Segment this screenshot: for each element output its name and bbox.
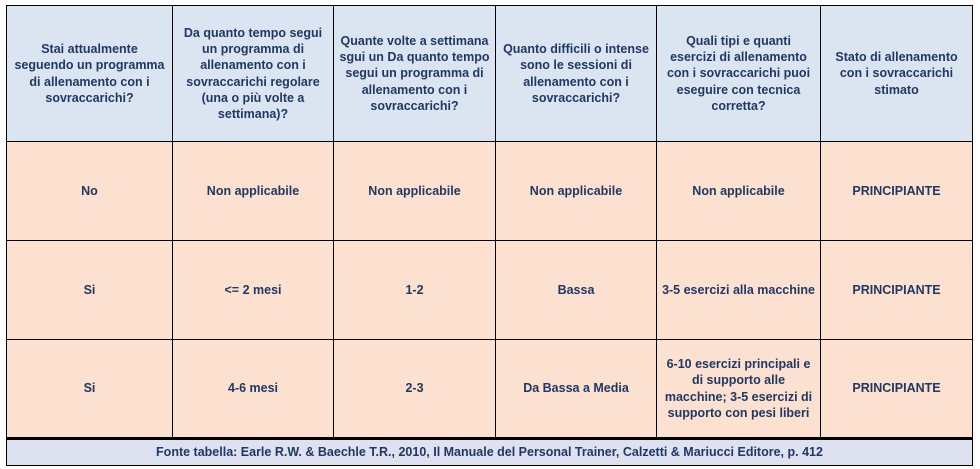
- column-header-current-program: Stai attualmente seguendo un programma di allenamento con i sovraccarichi?: [7, 6, 173, 142]
- cell-frequency: 1-2: [334, 241, 496, 340]
- table-body: [7, 142, 973, 466]
- cell-duration: Non applicabile: [173, 142, 334, 241]
- header-row: [7, 6, 973, 142]
- cell-exercise-types: Non applicabile: [657, 142, 821, 241]
- column-header-intensity: Quanto difficili o intense sono le sessioni di allenamento con i sovraccarichi?: [496, 6, 657, 142]
- source-note: Fonte tabella: Earle R.W. & Baechle T.R., 2010, Il Manuale del Personal Trainer, Calzetti & Mariucci Editore, p. 412: [7, 439, 973, 466]
- cell-current-program: No: [7, 142, 173, 241]
- table-header: [7, 6, 973, 142]
- table-row: [7, 340, 973, 439]
- cell-frequency: Non applicabile: [334, 142, 496, 241]
- cell-current-program: Si: [7, 340, 173, 439]
- column-header-frequency: Quante volte a settimana sgui un Da quanto tempo segui un programma di allenamento con i sovraccarichi?: [334, 6, 496, 142]
- column-header-estimated-status: Stato di allenamento con i sovraccarichi stimato: [821, 6, 973, 142]
- training-status-table: [6, 5, 973, 466]
- table-row: [7, 241, 973, 340]
- cell-current-program: Si: [7, 241, 173, 340]
- table-row: [7, 142, 973, 241]
- cell-duration: <= 2 mesi: [173, 241, 334, 340]
- column-header-duration: Da quanto tempo segui un programma di allenamento con i sovraccarichi regolare (una o più volte a settimana)?: [173, 6, 334, 142]
- cell-intensity: Non applicabile: [496, 142, 657, 241]
- cell-estimated-status: PRINCIPIANTE: [821, 241, 973, 340]
- cell-frequency: 2-3: [334, 340, 496, 439]
- cell-intensity: Bassa: [496, 241, 657, 340]
- source-note-row: [7, 439, 973, 466]
- cell-estimated-status: PRINCIPIANTE: [821, 340, 973, 439]
- cell-duration: 4-6 mesi: [173, 340, 334, 439]
- cell-estimated-status: PRINCIPIANTE: [821, 142, 973, 241]
- cell-intensity: Da Bassa a Media: [496, 340, 657, 439]
- cell-exercise-types: 6-10 esercizi principali e di supporto alle macchine; 3-5 esercizi di supporto con pesi liberi: [657, 340, 821, 439]
- cell-exercise-types: 3-5 esercizi alla macchine: [657, 241, 821, 340]
- column-header-exercise-types: Quali tipi e quanti esercizi di allenamento con i sovraccarichi puoi eseguire con tecnica corretta?: [657, 6, 821, 142]
